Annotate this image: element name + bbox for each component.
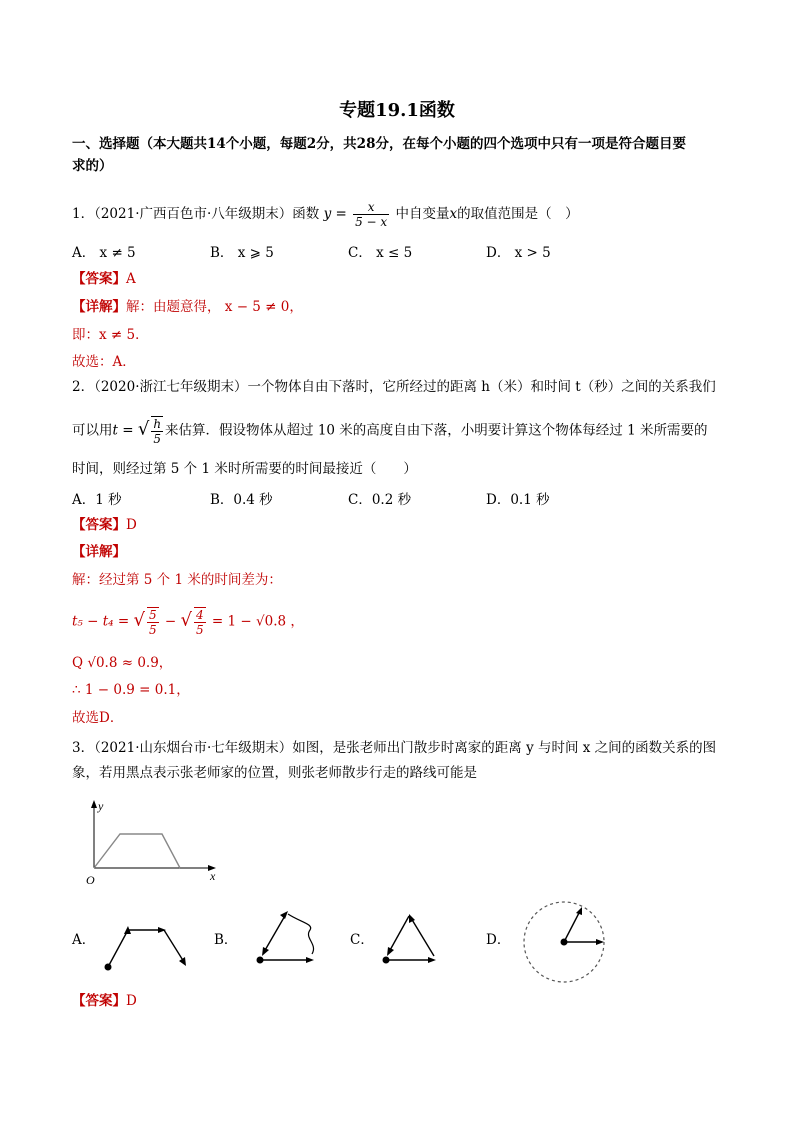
q1-fraction: [353, 200, 389, 229]
sqrt-icon: √: [133, 609, 145, 631]
q2-sol2-root2-num: 4: [195, 608, 204, 622]
q2-answer-label: 【答案】: [72, 517, 126, 533]
arrow-icon: [596, 939, 604, 945]
arrow-icon: [280, 911, 288, 919]
q2-sol2-root1-num: 5: [148, 608, 157, 622]
q2-sol2-rhs: = 1 − √0.8 ，: [211, 613, 304, 630]
q3-option-c-route[interactable]: [378, 908, 448, 968]
arrow-icon: [428, 957, 436, 963]
q3-function-graph: [84, 800, 254, 890]
q2-option-b[interactable]: B．0.4 秒: [210, 492, 273, 508]
q3-option-b-route[interactable]: [252, 908, 322, 968]
q2-conclusion: 故选D．: [72, 710, 124, 726]
q3-option-d-label[interactable]: D．: [486, 932, 511, 948]
q1-answer-value: A: [126, 271, 136, 287]
q1-var: x: [449, 206, 458, 222]
q1-prefix: 1．（2021·广西百色市·八年级期末）函数: [72, 206, 320, 222]
q2-sol2-root1: [147, 607, 159, 637]
q2-rad-fraction: [151, 416, 163, 446]
q2-sol2: [72, 607, 732, 637]
q2-sol4: ∴ 1 − 0.9 = 0.1，: [72, 682, 190, 698]
q2-sol2-root1-den: 5: [148, 623, 157, 637]
q1-step2: 即：x ≠ 5．: [72, 327, 149, 343]
section-heading: [72, 133, 732, 177]
arrow-icon: [306, 957, 314, 963]
arrow-icon: [409, 914, 415, 923]
q3-answer-label: 【答案】: [72, 993, 126, 1009]
graph-line: [94, 834, 180, 868]
q1-detail-text: 解：由题意得， x − 5 ≠ 0，: [126, 299, 303, 315]
q2-sol3: Q √0.8 ≈ 0.9，: [72, 655, 173, 671]
q2-answer: [72, 514, 732, 536]
y-axis-arrow-icon: [91, 800, 97, 808]
q2-line3: 时间，则经过第 5 个 1 米时所需要的时间最接近（ ）: [72, 461, 417, 477]
q1-detail: [72, 296, 732, 318]
q2-sol2-lhs: t₅ − t₄ =: [72, 613, 130, 630]
q1-stem: [72, 200, 732, 229]
q3-option-d-route[interactable]: [520, 898, 610, 988]
q3-option-a-label[interactable]: A．: [72, 932, 96, 948]
q2-detail-label: 【详解】: [72, 544, 126, 560]
sqrt-icon: √: [180, 609, 192, 631]
q1-option-b[interactable]: B． x ⩾ 5: [210, 245, 274, 261]
q3-option-a-route[interactable]: [100, 912, 200, 972]
q3-line2: 象，若用黑点表示张老师家的位置，则张老师散步行走的路线可能是: [72, 765, 477, 781]
q1-conclusion: 故选：A．: [72, 354, 136, 370]
q2-sol2-root2-den: 5: [195, 623, 204, 637]
x-label: x: [210, 869, 216, 883]
q1-detail-label: 【详解】: [72, 299, 126, 315]
q2-line2-b: 来估算．假设物体从超过 10 米的高度自由下落，小明要计算这个物体每经过 1 米所需要的: [165, 422, 708, 439]
q1-option-a[interactable]: A． x ≠ 5: [72, 245, 136, 261]
q3-option-b-label[interactable]: B．: [214, 932, 238, 948]
arrow-icon: [387, 947, 394, 956]
q3-answer-value: D: [126, 993, 137, 1009]
q2-formula-lhs: t =: [112, 422, 134, 439]
q2-option-a[interactable]: A．1 秒: [72, 492, 122, 508]
origin-label: O: [86, 873, 95, 887]
q2-line2: [72, 416, 732, 446]
q2-sol2-root2: [194, 607, 206, 637]
q2-rad-den: 5: [151, 431, 163, 446]
page-title: 专题19.1函数: [339, 100, 455, 121]
y-label: y: [98, 799, 104, 813]
q1-suffix-b: 的取值范围是（ ）: [457, 206, 579, 222]
section-heading-line2: 求的）: [72, 158, 113, 174]
q1-option-c[interactable]: C． x ≤ 5: [348, 245, 413, 261]
q2-option-d[interactable]: D．0.1 秒: [486, 492, 550, 508]
section-heading-line1: 一、选择题（本大题共14个小题，每题2分，共28分，在每个小题的四个选项中只有一项是符合题目要: [72, 136, 686, 152]
sqrt-icon: √: [137, 418, 150, 440]
q1-answer: [72, 268, 732, 290]
q1-frac-num: x: [367, 200, 375, 214]
q2-answer-value: D: [126, 517, 137, 533]
arrow-icon: [262, 947, 269, 956]
q1-option-d[interactable]: D． x > 5: [486, 245, 551, 261]
q3-answer: [72, 990, 732, 1012]
q2-rad-num: h: [153, 417, 162, 431]
q2-line1: 2．（2020·浙江七年级期末）一个物体自由下落时，它所经过的距离 h（米）和时间 t（秒）之间的关系我们: [72, 379, 716, 395]
arrow-icon: [576, 907, 582, 915]
q2-sol1: 解：经过第 5 个 1 米的时间差为：: [72, 572, 282, 588]
q2-option-c[interactable]: C．0.2 秒: [348, 492, 412, 508]
q3-option-c-label[interactable]: C．: [350, 932, 374, 948]
q1-frac-den: 5 − x: [355, 215, 388, 229]
q2-sol2-minus: −: [164, 613, 177, 630]
q2-line2-a: 可以用: [72, 422, 113, 439]
q1-formula-lhs: y =: [323, 206, 347, 222]
q1-answer-label: 【答案】: [72, 271, 126, 287]
q3-line1: 3．（2021·山东烟台市·七年级期末）如图，是张老师出门散步时离家的距离 y 与时间 x 之间的函数关系的图: [72, 740, 717, 756]
q1-suffix-a: 中自变量: [395, 206, 450, 222]
